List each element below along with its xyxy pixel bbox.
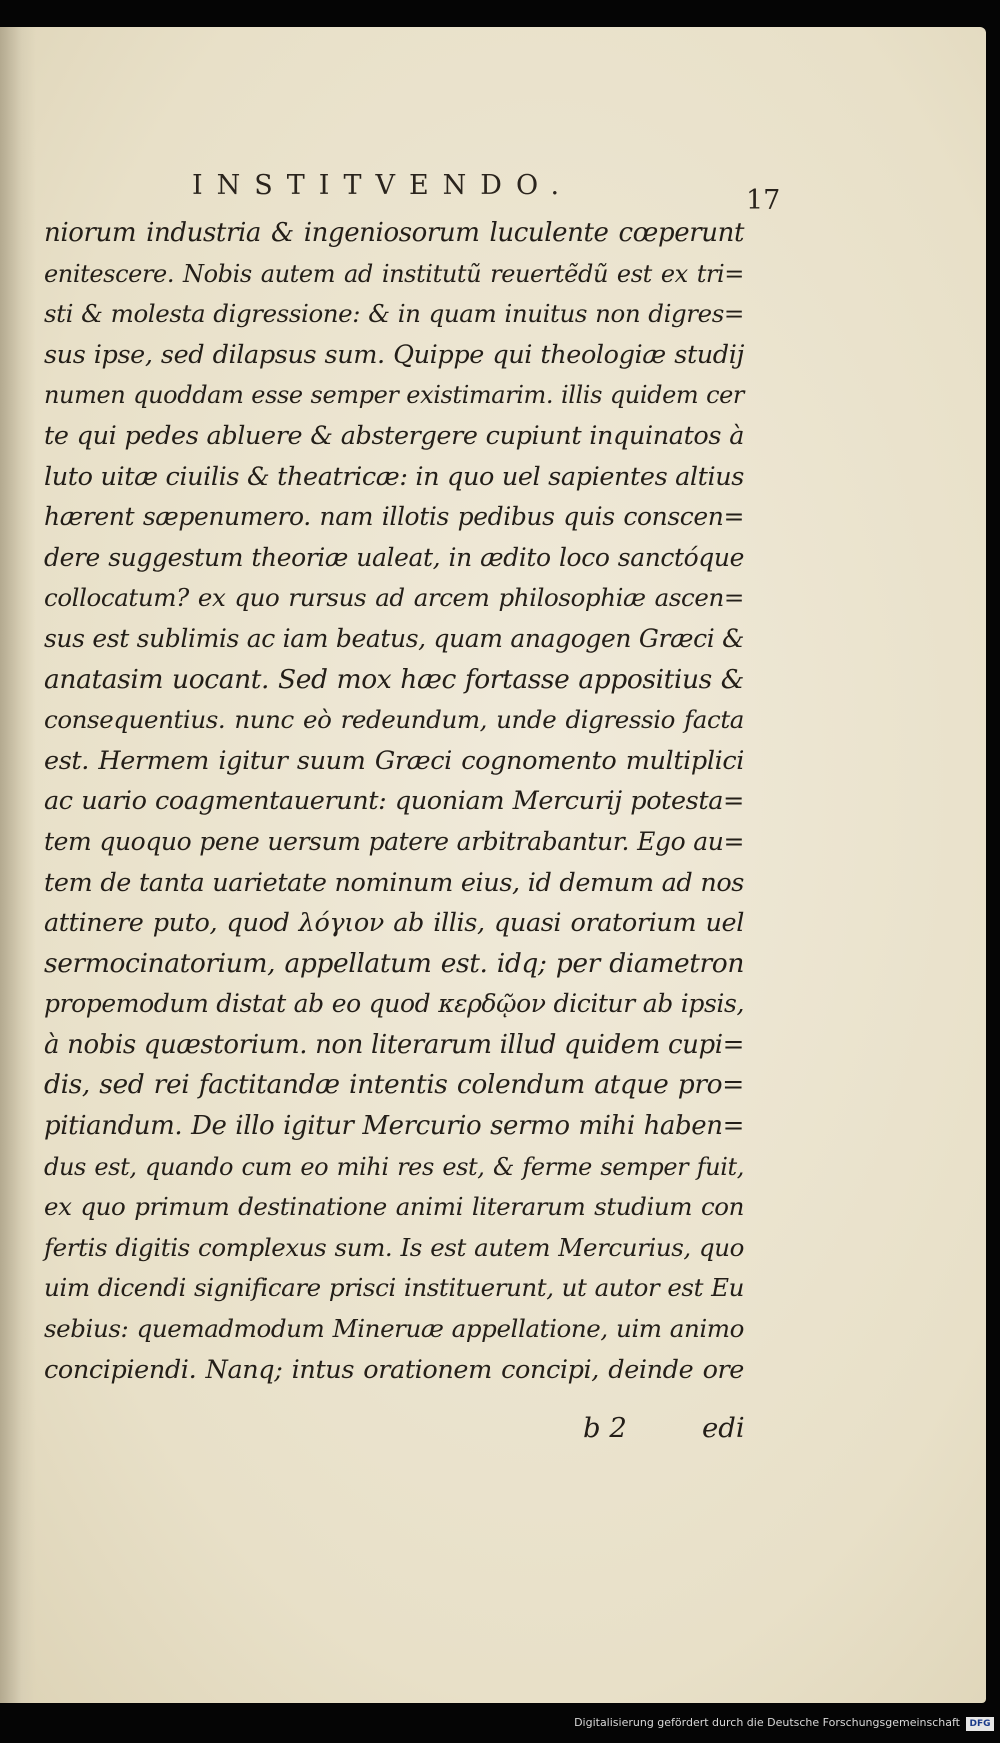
body-text xyxy=(44,213,744,1390)
text-line: sus ipse, sed dilapsus sum. Quippe qui theologiæ studij xyxy=(44,339,744,370)
text-line: uim dicendi significare prisci instituerunt, ut autor est Eu xyxy=(44,1273,744,1303)
text-line: ac uario coagmentauerunt: quoniam Mercurij potesta= xyxy=(44,786,744,817)
text-line: sebius: quemadmodum Mineruæ appellatione, uim animo xyxy=(44,1314,744,1344)
text-line: concipiendi. Nanq; intus orationem concipi, deinde ore xyxy=(44,1354,744,1385)
text-line: niorum industria & ingeniosorum luculente cœperunt xyxy=(44,218,744,248)
text-line: hærent sæpenumero. nam illotis pedibus quis conscen= xyxy=(44,502,744,532)
text-line: pitiandum. De illo igitur Mercurio sermo mihi haben= xyxy=(44,1111,744,1142)
text-line: anatasim uocant. Sed mox hæc fortasse appositius & xyxy=(44,663,744,695)
text-line: collocatum? ex quo rursus ad arcem philosophiæ ascen= xyxy=(44,583,744,613)
text-line: est. Hermem igitur suum Græci cognomento multiplici xyxy=(44,745,744,776)
text-line: numen quoddam esse semper existimarim. illis quidem cer xyxy=(44,381,744,410)
text-line: tem de tanta uarietate nominum eius, id demum ad nos xyxy=(44,867,744,898)
text-line: dis, sed rei factitandæ intentis colendum atque pro= xyxy=(44,1069,744,1101)
text-line: consequentius. nunc eò redeundum, unde digressio facta xyxy=(44,705,744,735)
text-line: dere suggestum theoriæ ualeat, in ædito loco sanctóque xyxy=(44,542,744,572)
text-line: propemodum distat ab eo quod κερδῷον dicitur ab ipsis, xyxy=(44,989,744,1019)
running-head: INSTITVENDO. xyxy=(192,170,574,201)
text-line: sus est sublimis ac iam beatus, quam anagogen Græci & xyxy=(44,623,744,653)
text-line: sermocinatorium, appellatum est. idq; per diametron xyxy=(44,947,744,979)
text-line: dus est, quando cum eo mihi res est, & ferme semper fuit, xyxy=(44,1152,744,1181)
book-page xyxy=(0,27,986,1703)
text-line: luto uitæ ciuilis & theatricæ: in quo uel sapientes altius xyxy=(44,461,744,492)
catchword: edi xyxy=(702,1412,745,1444)
text-line: enitescere. Nobis autem ad institutũ reuertẽdũ est ex tri= xyxy=(44,259,744,288)
text-line: tem quoquo pene uersum patere arbitrabantur. Ego au= xyxy=(44,826,744,856)
gutter-shadow xyxy=(0,27,36,1703)
signature-mark: b 2 xyxy=(583,1412,627,1444)
page-number: 17 xyxy=(746,185,781,216)
text-line: fertis digitis complexus sum. Is est autem Mercurius, quo xyxy=(44,1232,744,1262)
dfg-logo: DFG xyxy=(966,1717,994,1731)
digitization-credit: Digitalisierung gefördert durch die Deutsche Forschungsgemeinschaft xyxy=(574,1716,960,1729)
text-line: sti & molesta digressione: & in quam inuitus non digres= xyxy=(44,299,744,329)
text-line: ex quo primum destinatione animi literarum studium con xyxy=(44,1192,744,1222)
text-line: à nobis quæstorium. non literarum illud quidem cupi= xyxy=(44,1029,744,1060)
text-line: attinere puto, quod λόγιον ab illis, quasi oratorium uel xyxy=(44,908,744,939)
text-line: te qui pedes abluere & abstergere cupiunt inquinatos à xyxy=(44,420,744,451)
